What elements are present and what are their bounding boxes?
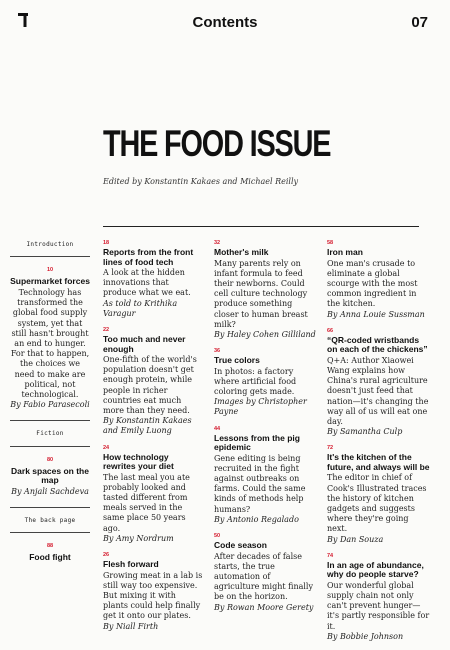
article-title: It's the kitchen of the future, and always will be (327, 452, 430, 472)
article-title: Dark spaces on the map (11, 465, 89, 486)
page-ref: 10 (46, 267, 54, 274)
article-byline: By Anjali Sachdeva (11, 486, 89, 496)
page-ref: 18 (103, 240, 110, 246)
article-title: Lessons from the pig epidemic (214, 432, 300, 453)
page-ref: 80 (46, 456, 54, 463)
article-byline: By Antonio Regalado (214, 514, 299, 524)
article-desc: The last meal you ate probably looked and tasted different from meals served in the same place 50 years ago. (103, 472, 190, 533)
page-ref: 24 (103, 444, 110, 451)
article-title: Flesh forward (103, 559, 159, 570)
page-ref: 22 (103, 327, 110, 334)
toc-entry[interactable] (103, 327, 203, 437)
section-label: The back page (24, 516, 76, 524)
article-byline: Images by Christopher Payne (214, 397, 307, 417)
section-label: Introduction (26, 241, 74, 248)
article-title: True colors (214, 355, 260, 366)
feature-title: THE FOOD ISSUE (103, 123, 331, 164)
contents-column-2 (214, 240, 316, 621)
page-number: 07 (411, 14, 428, 31)
article-title: In an age of abundance, why do people starve? (327, 559, 424, 580)
back-page-section[interactable] (10, 507, 90, 563)
section-label: Fiction (36, 430, 64, 438)
toc-entry[interactable] (214, 348, 316, 418)
toc-entry[interactable] (327, 240, 431, 320)
contents-column-3 (327, 240, 431, 650)
article-title: Too much and never enough (103, 334, 186, 354)
page-ref: 36 (214, 348, 221, 355)
article-title: “QR-coded wristbands on each of the chickens” (327, 334, 428, 355)
article-title: Iron man (327, 247, 363, 257)
article-desc: The editor in chief of Cook's Illustrated traces the history of kitchen gadgets and suggests where they're going next. (327, 473, 427, 534)
fiction-section[interactable] (10, 420, 90, 497)
article-desc: Gene editing is being recruited in the fight against outbreaks on farms. Could the same kinds of methods help humans? (214, 453, 306, 514)
article-title: Supermarket forces (10, 276, 90, 287)
article-desc: One-fifth of the world's population doesn't get enough protein, while people in richer countries eat much more than they need. (103, 355, 197, 416)
article-desc: In photos: a factory where artificial food coloring gets made. (214, 366, 297, 397)
article-desc: Many parents rely on infant formula to feed their newborns. Could cell culture technology produce something closer to human breast milk? (214, 258, 308, 329)
page-ref: 88 (46, 543, 54, 550)
article-desc: Growing meat in a lab is still way too expensive. But mixing it with plants could help finally get it onto our plates. (103, 570, 203, 621)
article-byline: By Anna Louie Sussman (327, 309, 425, 319)
toc-entry[interactable] (214, 426, 316, 525)
toc-entry[interactable] (103, 552, 203, 632)
article-byline: By Niall Firth (103, 621, 159, 631)
toc-entry[interactable] (327, 445, 431, 544)
article-byline: By Amy Nordrum (103, 533, 174, 543)
page-ref: 44 (214, 425, 221, 432)
page-title: Contents (192, 14, 258, 31)
article-desc: Technology has transformed the global food supply system, yet that still hasn't brought an end to hunger. For that to happen, the choices we need to make are political, not technological. (10, 287, 90, 399)
toc-entry[interactable] (327, 328, 431, 438)
article-byline: By Rowan Moore Gerety (214, 602, 314, 612)
article-title: How technology rewrites your diet (103, 451, 174, 472)
article-title: Reports from the front lines of food tech (103, 247, 194, 267)
article-byline: By Fabio Parasecoli (10, 400, 90, 410)
section-divider (10, 507, 90, 508)
article-byline: By Dan Souza (327, 534, 384, 544)
article-byline: As told to Krithika Varagur (103, 298, 178, 318)
page-ref: 50 (214, 533, 221, 540)
sidebar-column (10, 240, 90, 573)
article-desc: Q+A: Author Xiaowei Wang explains how China's rural agriculture doesn't just feed that nation—it's changing the way all of us will eat one day. (327, 355, 429, 426)
section-divider (10, 256, 90, 257)
toc-entry[interactable] (214, 240, 316, 340)
page-ref: 74 (327, 552, 334, 559)
divider (103, 226, 419, 227)
toc-entry[interactable] (103, 240, 203, 319)
section-divider (10, 420, 90, 421)
toc-entry[interactable] (214, 533, 316, 613)
contents-column-1 (103, 240, 203, 640)
section-divider (10, 446, 90, 447)
article-byline: By Konstantin Kakaes and Emily Luong (103, 416, 192, 436)
page-ref: 66 (327, 327, 334, 334)
article-byline: By Samantha Culp (327, 427, 403, 437)
article-desc: A look at the hidden innovations that produce what we eat. (103, 268, 191, 298)
page-ref: 26 (103, 552, 110, 559)
article-title: Mother's milk (214, 247, 269, 257)
section-divider (10, 532, 90, 533)
toc-entry[interactable] (327, 553, 431, 642)
article-byline: By Bobbie Johnson (327, 631, 404, 641)
article-title: Code season (214, 540, 267, 551)
article-desc: After decades of false starts, the true automation of agriculture might finally be on the horizon. (214, 551, 314, 602)
page-ref: 72 (327, 445, 334, 452)
article-byline: By Haley Cohen Gilliland (214, 329, 316, 339)
article-desc: One man's crusade to eliminate a global scourge with the most common ingredient in the kitchen. (327, 258, 418, 309)
page-ref: 32 (214, 240, 221, 246)
article-desc: Our wonderful global supply chain not only can't prevent hunger—it's partly responsible for it. (327, 580, 430, 631)
page-ref: 58 (327, 240, 334, 246)
introduction-section[interactable] (10, 240, 90, 410)
toc-entry[interactable] (103, 445, 203, 544)
feature-editors: Edited by Konstantin Kakaes and Michael Reilly (103, 177, 299, 186)
article-title: Food fight (29, 552, 71, 563)
